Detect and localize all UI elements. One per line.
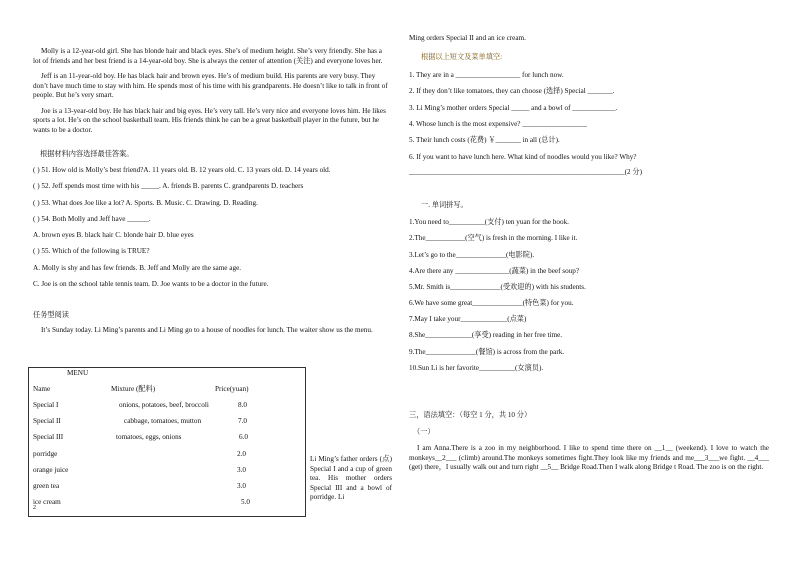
menu-header-name: Name <box>33 385 51 393</box>
menu-item-name: orange juice <box>33 466 69 474</box>
question-54-options: A. brown eyes B. black hair C. blonde hair D. blue eyes <box>33 231 194 239</box>
task-reading-passage: It’s Sunday today. Li Ming’s parents and Li Ming go to a house of noodles for lunch. The waiter show us the menu. <box>41 326 373 334</box>
menu-item-name: Special II <box>33 417 61 425</box>
word-item-7: 7.May I take your_____________(点菜) <box>409 315 527 323</box>
reading-instruction: 根据材料内容选择最佳答案。 <box>40 150 134 158</box>
word-item-3: 3.Let’s go to the______________(电影院). <box>409 251 535 259</box>
menu-row <box>33 417 305 429</box>
passage-paragraph-jeff: Jeff is an 11-year-old boy. He has black hair and brown eyes. He’s of medium build. His parents are very busy. They don’t have much time to stay with him. He spends most of his time with his grandparents. He doesn’t like to talk in front of people. But he’s very smart. <box>33 72 388 99</box>
menu-title: MENU <box>67 369 89 377</box>
menu-item-name: Special III <box>33 433 64 441</box>
task-reading-title: 任务型阅读 <box>33 311 69 319</box>
menu-header-row <box>33 385 305 397</box>
fill-question-3: 3. Li Ming’s mother orders Special _____ and a bowl of ____________. <box>409 104 618 112</box>
menu-side-text: Li Ming’s father orders (点) Special I and a cup of green tea. His mother orders Special III and a bowl of porridge. Li <box>310 455 392 501</box>
menu-row <box>33 482 305 494</box>
menu-item-price: 3.0 <box>237 482 246 490</box>
fill-question-6: 6. If you want to have lunch here. What kind of noodles would you like? Why? <box>409 153 637 161</box>
menu-item-name: green tea <box>33 482 60 490</box>
question-54: ( ) 54. Both Molly and Jeff have ______. <box>33 215 151 223</box>
menu-item-name: ice cream <box>33 498 61 506</box>
word-item-9: 9.The______________(餐馆) is across from the park. <box>409 348 565 356</box>
passage-continuation: Ming orders Special II and an ice cream. <box>409 34 526 42</box>
menu-row <box>33 401 305 413</box>
menu-item-price: 2.0 <box>237 450 246 458</box>
menu-item-price: 7.0 <box>238 417 247 425</box>
menu-header-price: Price(yuan) <box>215 385 249 393</box>
section-word-spelling-title: 一. 单词拼写。 <box>421 201 468 209</box>
menu-item-mixture: tomatoes, eggs, onions <box>116 433 182 441</box>
passage-paragraph-molly: Molly is a 12-year-old girl. She has blonde hair and black eyes. She’s of medium height. She’s very friendly. She has a lot of friends and her best friend is a 14-year-old boy. She is always the center of attention (关注) and everyone loves her. <box>33 47 383 65</box>
fill-question-6-answer-line: ____________________________________________________________(2 分) <box>409 168 642 176</box>
word-item-1: 1.You need to__________(支付) ten yuan for the book. <box>409 218 569 226</box>
menu-item-price: 8.0 <box>238 401 247 409</box>
menu-item-mixture: onions, potatoes, beef, broccoli <box>119 401 209 409</box>
word-item-6: 6.We have some great______________(特色菜) for you. <box>409 299 574 307</box>
question-51: ( ) 51. How old is Molly’s best friend?A. 11 years old. B. 12 years old. C. 13 years old. D. 14 years old. <box>33 166 331 174</box>
grammar-subsection-title: （一） <box>413 428 435 436</box>
question-53: ( ) 53. What does Joe like a lot? A. Sports. B. Music. C. Drawing. D. Reading. <box>33 199 258 207</box>
word-item-5: 5.Mr. Smith is______________(受欢迎的) with his students. <box>409 283 586 291</box>
fill-question-4: 4. Whose lunch is the most expensive? __________________ <box>409 120 587 128</box>
menu-row <box>33 433 305 445</box>
question-55: ( ) 55. Which of the following is TRUE? <box>33 247 150 255</box>
menu-item-price: 3.0 <box>237 466 246 474</box>
question-55-options-cd: C. Joe is on the school table tennis team. D. Joe wants to be a doctor in the future. <box>33 280 269 288</box>
passage-paragraph-joe: Joe is a 13-year-old boy. He has black hair and big eyes. He’s very tall. He’s very nice and everyone loves him. He likes sports a lot. He’s on the school basketball team. His friends think he can be a great basketball player in the future, but he wants to be a doctor. <box>33 106 386 134</box>
question-52: ( ) 52. Jeff spends most time with his _____. A. friends B. parents C. grandparents D. teachers <box>33 182 304 190</box>
word-item-2: 2.The___________(空气) is fresh in the morning. I like it. <box>409 234 578 242</box>
fill-question-2: 2. If they don’t like tomatoes, they can choose (选择) Special _______. <box>409 87 615 95</box>
fill-question-5: 5. Their lunch costs (花费) ￥_______ in all (总计). <box>409 136 560 144</box>
menu-item-price: 6.0 <box>239 433 248 441</box>
menu-item-name: porridge <box>33 450 58 458</box>
menu-item-mixture: cabbage, tomatoes, mutton <box>124 417 202 425</box>
menu-row <box>33 498 305 510</box>
menu-row <box>33 466 305 478</box>
fill-question-1: 1. They are in a __________________ for lunch now. <box>409 71 564 79</box>
question-55-options-ab: A. Molly is shy and has few friends. B. Jeff and Molly are the same age. <box>33 264 242 272</box>
section-grammar-title: 三，语法填空：（每空 1 分，共 10 分） <box>409 411 532 419</box>
word-item-10: 10.Sun Li is her favorite__________(女演员). <box>409 364 544 372</box>
word-item-4: 4.Are there any _______________(蔬菜) in the beef soup? <box>409 267 580 275</box>
fill-instruction: 根据以上短文及菜单填空: <box>421 53 503 61</box>
left-column <box>33 47 391 135</box>
menu-table <box>28 367 306 517</box>
grammar-cloze-passage: I am Anna.There is a zoo in my neighborhood. I like to spend time there on __1__ (weekend). I love to watch the monkeys__2___ (climb) around.The monkeys sometimes fight.They look like my friends and me___3___we fight. __4___ (get) there，I usually walk out and turn right __5__ Bridge Road.Then I walk along Bridge t Road. The zoo is on the right. <box>409 444 769 471</box>
menu-row <box>33 450 305 462</box>
menu-item-price: 5.0 <box>241 498 250 506</box>
page-number: 2 <box>33 505 36 511</box>
word-item-8: 8.She_____________(享受) reading in her free time. <box>409 331 563 339</box>
menu-header-mixture: Mixture (配料) <box>111 385 156 393</box>
menu-item-name: Special I <box>33 401 59 409</box>
